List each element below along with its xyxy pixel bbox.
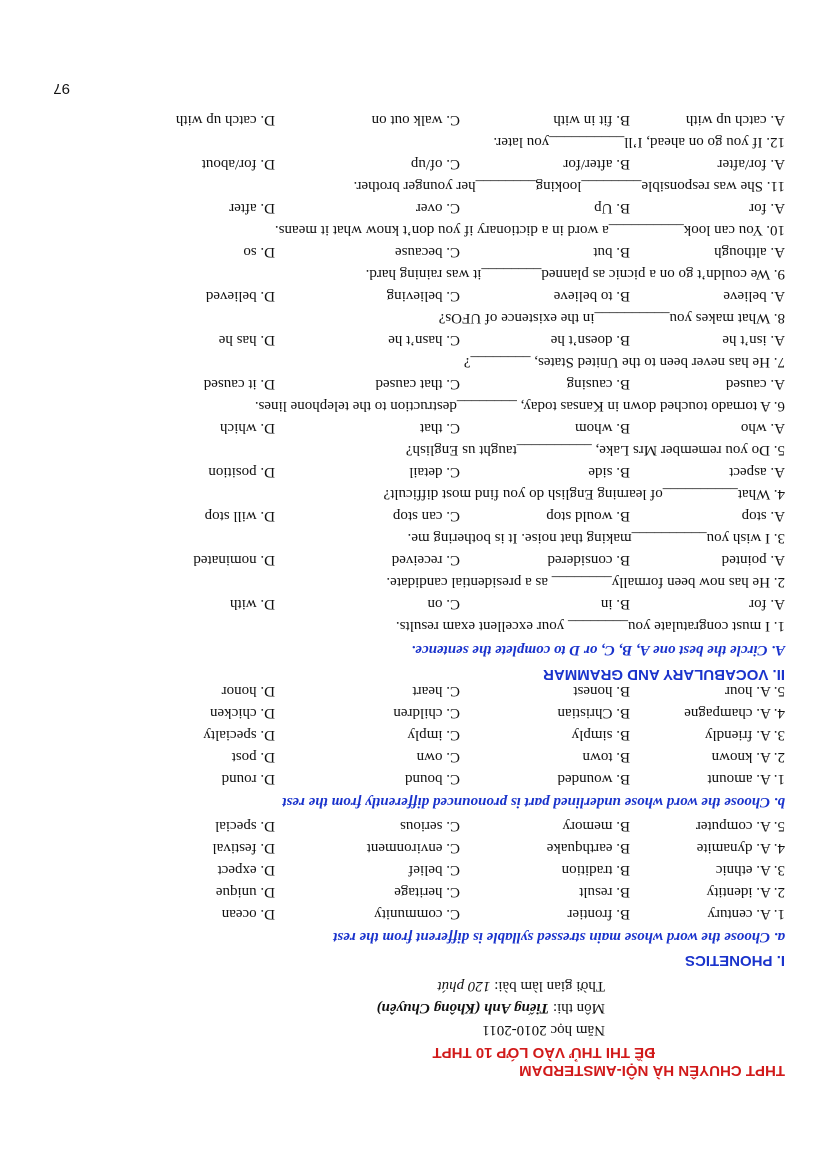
vocab-question-7-option-a: A. isn’t he (722, 332, 785, 348)
phonetics-a-instruction: a. Choose the word whose main stressed syllable is different from the rest (333, 929, 785, 945)
vocab-question-1-option-d: D. with (230, 596, 275, 612)
vocab-question-12-option-d: D. catch up with (175, 112, 275, 128)
phonetics-b-item-5-option-d: D. honor (221, 683, 275, 699)
vocab-question-8-option-c: C. believing (386, 288, 460, 304)
phonetics-b-item-1-option-c: C. bound (404, 771, 460, 787)
phonetics-b-item-3-option-c: C. imply (407, 727, 460, 743)
phonetics-b-item-4-option-d: D. chicken (210, 705, 275, 721)
vocab-question-9: 9. We couldn’t go on a picnic as planned________it was raining hard. (365, 266, 785, 282)
phonetics-a-item-5-option-b: B. memory (562, 818, 630, 834)
vocab-question-3: 3. I wish you__________making that noise. It is bothering me. (407, 530, 785, 546)
school-year: Năm học 2010-2011 (482, 1022, 605, 1038)
time-line (438, 977, 606, 995)
phonetics-a-item-1-option-c: C. community (374, 906, 460, 922)
phonetics-a-item-2-option-a: 2. A. identity (706, 884, 785, 900)
school-name: THPT CHUYÊN HÀ NỘI-AMSTERDAM (519, 1062, 785, 1079)
vocab-question-2-option-d: D. nominated (193, 552, 275, 568)
vocab-question-7-option-c: C. hasn’t he (388, 332, 460, 348)
vocab-question-1-option-a: A. for (749, 596, 785, 612)
phonetics-a-item-5-option-a: 5. A. computer (695, 818, 785, 834)
vocab-question-12-option-c: C. walk out on (371, 112, 460, 128)
vocab-question-3-option-c: C. can stop (392, 508, 460, 524)
phonetics-a-item-1-option-b: B. frontier (567, 906, 630, 922)
phonetics-b-item-1-option-a: 1. A. amount (707, 771, 785, 787)
vocab-question-11-option-d: D. for/about (201, 156, 275, 172)
vocab-question-4-option-c: C. detail (409, 464, 460, 480)
vocab-question-2-option-c: C. received (391, 552, 460, 568)
phonetics-a-item-2-option-d: D. unique (215, 884, 275, 900)
phonetics-b-item-4-option-a: 4. A. champagne (684, 705, 785, 721)
phonetics-a-item-4-option-c: C. environment (366, 840, 460, 856)
vocab-question-1-option-b: B. in (600, 596, 630, 612)
vocab-question-10-option-c: C. over (415, 200, 460, 216)
phonetics-a-item-5-option-d: D. special (215, 818, 275, 834)
phonetics-b-item-3-option-b: B. simply (571, 727, 630, 743)
phonetics-b-item-5-option-b: B. honest (573, 683, 630, 699)
vocab-question-8: 8. What makes you__________in the existence of UFOs? (438, 310, 785, 326)
phonetics-a-item-4-option-b: B. earthquake (546, 840, 630, 856)
vocab-question-4-option-b: B. side (588, 464, 630, 480)
vocab-question-1-option-c: C. on (427, 596, 460, 612)
time-value: 120 phút (437, 978, 491, 994)
vocab-question-3-option-b: B. would stop (546, 508, 630, 524)
vocab-question-2-option-b: B. considered (547, 552, 630, 568)
phonetics-b-instruction: b. Choose the word whose underlined part is pronounced differently from the rest (282, 794, 785, 810)
vocab-question-2: 2. He has now been formally________ as a presidential candidate. (386, 574, 785, 590)
vocab-question-7-option-d: D. has he (218, 332, 275, 348)
section-phonetics-title: I. PHONETICS (684, 952, 785, 969)
subject-prefix: Môn thi: (549, 1000, 605, 1016)
phonetics-b-item-3-option-d: D. specialty (203, 727, 275, 743)
vocab-question-12-option-a: A. catch up with (685, 112, 785, 128)
time-prefix: Thời gian làm bài: (490, 978, 605, 994)
vocab-question-4-option-a: A. aspect (729, 464, 785, 480)
phonetics-a-item-2-option-c: C. heritage (394, 884, 460, 900)
vocab-question-4-option-d: D. position (208, 464, 275, 480)
vocab-question-6-option-d: D. it caused (203, 376, 275, 392)
subject-name: Tiếng Anh (Không Chuyên) (376, 1000, 550, 1016)
phonetics-b-item-4-option-b: B. Christian (557, 705, 630, 721)
phonetics-a-item-3-option-a: 3. A. ethnic (715, 862, 785, 878)
vocab-question-2-option-a: A. pointed (721, 552, 785, 568)
vocab-question-9-option-b: B. but (593, 244, 630, 260)
vocab-a-instruction: A. Circle the best one A, B, C, or D to complete the sentence. (411, 642, 785, 658)
vocab-question-11-option-a: A. for/after (717, 156, 785, 172)
phonetics-b-item-2-option-d: D. post (231, 749, 275, 765)
exam-title: ĐỀ THI THỬ VÀO LỚP 10 THPT (432, 1044, 655, 1061)
vocab-question-12: 12. If you go on ahead, I’ll__________you later. (493, 134, 785, 150)
phonetics-a-item-3-option-b: B. tradition (561, 862, 630, 878)
phonetics-a-item-3-option-d: D. expect (217, 862, 275, 878)
phonetics-b-item-2-option-b: B. town (582, 749, 630, 765)
vocab-question-5: 5. Do you remember Mrs Lake, __________taught us English? (405, 442, 785, 458)
vocab-question-9-option-c: C. because (395, 244, 460, 260)
vocab-question-7: 7. He has never been to the United States, ________? (463, 354, 785, 370)
vocab-question-12-option-b: B. fit in with (553, 112, 630, 128)
vocab-question-6-option-b: B. causing (566, 376, 630, 392)
vocab-question-9-option-a: A. although (714, 244, 785, 260)
phonetics-b-item-5-option-a: 5. A. hour (725, 683, 785, 699)
vocab-question-8-option-b: B. to believe (553, 288, 630, 304)
vocab-question-3-option-d: D. will stop (204, 508, 275, 524)
vocab-question-10-option-a: A. for (749, 200, 785, 216)
phonetics-a-item-4-option-a: 4. A. dynamite (696, 840, 785, 856)
vocab-question-8-option-d: D. believed (205, 288, 275, 304)
vocab-question-6-option-a: A. caused (725, 376, 785, 392)
vocab-question-6-option-c: C. that caused (375, 376, 460, 392)
phonetics-a-item-5-option-c: C. serious (400, 818, 460, 834)
vocab-question-5-option-a: A. who (740, 420, 785, 436)
vocab-question-10: 10. You can look__________a word in a dictionary if you don’t know what it means. (274, 222, 785, 238)
vocab-question-9-option-d: D. so (243, 244, 275, 260)
vocab-question-8-option-a: A. believe (723, 288, 785, 304)
phonetics-a-item-1-option-a: 1. A. century (707, 906, 785, 922)
phonetics-b-item-5-option-c: C. heart (412, 683, 460, 699)
phonetics-b-item-1-option-d: D. round (221, 771, 275, 787)
vocab-question-5-option-d: D. which (220, 420, 275, 436)
phonetics-a-item-1-option-d: D. ocean (221, 906, 275, 922)
vocab-question-11-option-b: B. after/for (563, 156, 630, 172)
phonetics-b-item-3-option-a: 3. A. friendly (705, 727, 785, 743)
vocab-question-5-option-c: C. that (420, 420, 460, 436)
phonetics-a-item-4-option-d: D. festival (212, 840, 275, 856)
phonetics-a-item-2-option-b: B. result (579, 884, 630, 900)
page-number: 97 (53, 80, 70, 97)
vocab-question-3-option-a: A. stop (741, 508, 785, 524)
section-vocab-title: II. VOCABULARY AND GRAMMAR (543, 666, 785, 683)
vocab-question-1: 1. I must congratulate you________ your excellent exam results. (395, 618, 785, 634)
phonetics-b-item-2-option-a: 2. A. known (711, 749, 785, 765)
vocab-question-4: 4. What__________of learning English do you find most difficult? (383, 486, 785, 502)
vocab-question-11: 11. She was responsible________looking________her younger brother. (353, 178, 785, 194)
vocab-question-5-option-b: B. whom (574, 420, 630, 436)
phonetics-a-item-3-option-c: C. belief (408, 862, 460, 878)
vocab-question-6: 6. A tornado touched down in Kansas today, ________destruction to the telephone lines. (254, 398, 785, 414)
vocab-question-11-option-c: C. of/up (410, 156, 460, 172)
subject-line (376, 999, 605, 1017)
phonetics-b-item-2-option-c: C. own (416, 749, 460, 765)
vocab-question-10-option-b: B. Up (594, 200, 630, 216)
phonetics-b-item-1-option-b: B. wounded (557, 771, 630, 787)
phonetics-b-item-4-option-c: C. children (393, 705, 460, 721)
vocab-question-7-option-b: B. doesn’t he (550, 332, 630, 348)
vocab-question-10-option-d: D. after (229, 200, 275, 216)
